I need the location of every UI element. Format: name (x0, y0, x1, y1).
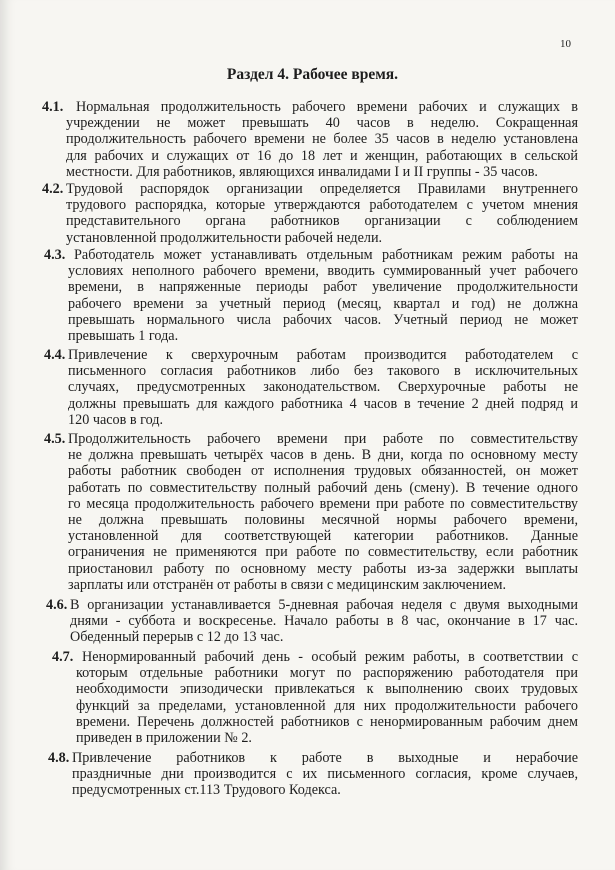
clause-line: которым отдельные работники могут по распоряжению работодателя при (76, 665, 578, 682)
clause-4-8 (48, 750, 578, 799)
clause-line: представительного органа работников организации с соблюдением (66, 213, 578, 230)
clause-line: не должна превышать четырёх часов в день. В дни, когда по основному месту (68, 447, 578, 464)
clause-number: 4.3. (44, 247, 66, 263)
clause-line: Продолжительность рабочего времени при работе по совместительству (68, 431, 578, 447)
clause-line: Работодатель может устанавливать отдельным работникам режим работы на (74, 247, 578, 263)
clause-line: случаях, предусмотренных законодательством. Сверхурочные работы не (68, 379, 578, 396)
clause-line: В организации устанавливается 5-дневная рабочая неделя с двумя выходными (70, 597, 578, 613)
clause-line: го месяца продолжительность рабочего времени при работе по совместительству (68, 495, 578, 512)
clause-line: Ненормированный рабочий день - особый режим работы, в соответствии с (82, 649, 578, 665)
clause-line: зарплаты или отстранён от работы в связи с медицинским заключением. (68, 576, 507, 593)
clause-line: функций за пределами, установленной для них продолжительности рабочего (76, 697, 578, 714)
clause-line: условиях неполного рабочего времени, вводить суммированный учет рабочего (68, 263, 578, 280)
clause-4-2 (42, 181, 578, 246)
clause-line: приведен в приложении № 2. (76, 730, 252, 747)
clause-4-5 (44, 431, 578, 593)
clause-line: для рабочих и служащих от 16 до 18 лет и женщин, работающих в сельской (66, 147, 578, 164)
clause-line: днями - суббота и воскресенье. Начало работы в 8 час, окончание в 17 час. (70, 613, 578, 630)
clause-line: 120 часов в год. (68, 411, 164, 428)
clause-line: праздничные дни производится с их письменного согласия, кроме случаев, (72, 766, 578, 783)
clause-line: письменного согласия работников либо без такового в исключительных (68, 363, 578, 380)
clause-line: предусмотренных ст.113 Трудового Кодекса. (72, 782, 341, 799)
page-number: 10 (560, 38, 571, 50)
clause-line: времени. Перечень должностей работников с ненормированным рабочим днем (76, 713, 578, 730)
clause-number: 4.6. (46, 597, 68, 613)
clause-line: рабочего времени за учетный период (месяц, квартал и год) не должна (68, 295, 578, 312)
clause-line: должны превышать для каждого работника 4 часов в течение 2 дней подряд и (68, 395, 578, 412)
clause-line: работы работник свободен от исполнения трудовых обязанностей, он может (68, 463, 578, 480)
clause-number: 4.1. (42, 99, 64, 115)
clause-line: необходимости эпизодически привлекаться к выполнению своих трудовых (76, 681, 578, 698)
clause-4-3 (44, 247, 578, 345)
clause-line: учреждении не может превышать 40 часов в неделю. Сокращенная (66, 115, 578, 132)
clause-number: 4.7. (52, 649, 74, 665)
clause-line: ограничения не применяются при работе по совместительству, если работник (68, 544, 578, 561)
clause-4-7 (52, 649, 578, 747)
clause-line: Нормальная продолжительность рабочего времени рабочих и служащих в (76, 99, 578, 115)
clause-line: Обеденный перерыв с 12 до 13 час. (70, 629, 284, 646)
clause-line: превышать нормального числа рабочих часов. Учетный период не может (68, 311, 578, 328)
clause-line: Привлечение работников к работе в выходные и нерабочие (72, 750, 578, 766)
clause-number: 4.2. (42, 181, 64, 197)
clause-line: Привлечение к сверхурочным работам производится работодателем с (68, 347, 578, 363)
clause-line: установленной для соответствующей категории работников. Данные (68, 528, 578, 545)
clause-line: Трудовой распорядок организации определяется Правилами внутреннего (66, 181, 578, 197)
clause-line: установленной продолжительности рабочей недели. (66, 229, 383, 246)
clause-line: не должна превышать половины месячной нормы рабочего времени, (68, 512, 578, 529)
clause-number: 4.4. (44, 347, 66, 363)
clause-4-4 (44, 347, 578, 428)
clause-number: 4.8. (48, 750, 70, 766)
clause-number: 4.5. (44, 431, 66, 447)
clause-line: местности. Для работников, являющихся инвалидами I и II группы - 35 часов. (66, 163, 538, 180)
clause-line: трудового распорядка, которые утверждаются работодателем с учетом мнения (66, 197, 578, 214)
clause-line: работать по совместительству полный рабочий день (смену). В течение одного (68, 479, 578, 496)
clause-4-6 (46, 597, 578, 646)
clause-line: времени, в напряженные периоды работ увеличение продолжительности (68, 279, 578, 296)
section-title: Раздел 4. Рабочее время. (226, 66, 399, 83)
clause-4-1 (42, 99, 578, 180)
clause-line: приостановил работу по основному месту работы из-за задержки выплаты (68, 560, 578, 577)
clause-line: продолжительность рабочего времени не более 35 часов в неделю установлена (66, 131, 578, 148)
clause-line: превышать 1 года. (68, 328, 179, 345)
